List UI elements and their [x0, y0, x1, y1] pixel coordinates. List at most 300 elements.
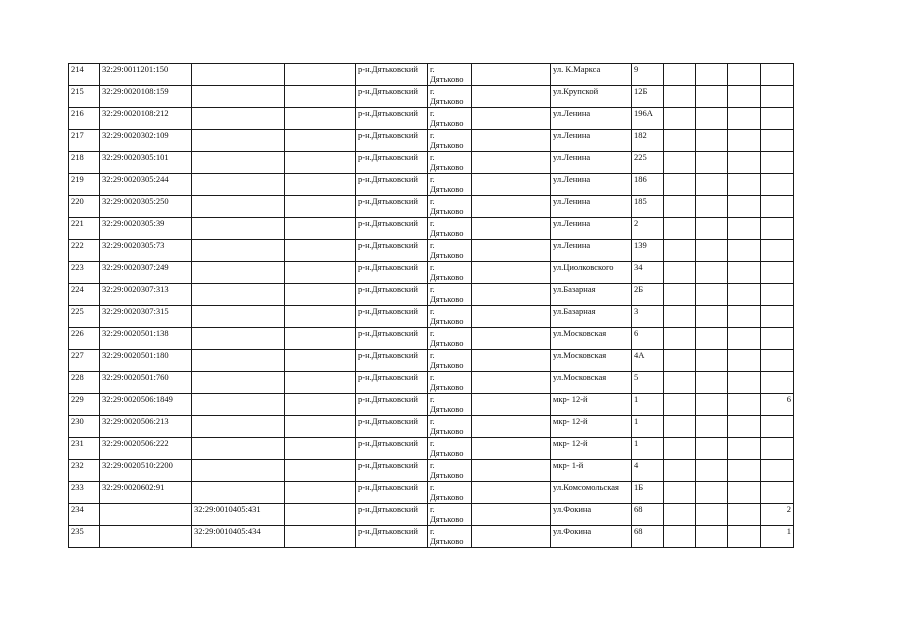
- empty-cell: [696, 328, 728, 350]
- city-prefix: г.: [430, 526, 435, 536]
- area-value-cell: 1: [761, 526, 794, 548]
- area-value-cell: [761, 306, 794, 328]
- city-name: Дятьково: [430, 184, 464, 194]
- city-name: Дятьково: [430, 382, 464, 392]
- street-cell: ул.Ленина: [551, 218, 632, 240]
- city-prefix: г.: [430, 460, 435, 470]
- table-row: [69, 438, 833, 460]
- row-number-cell: 221: [69, 218, 100, 240]
- empty-cell: [664, 350, 696, 372]
- city-name: Дятьково: [430, 492, 464, 502]
- area-value-cell: [761, 86, 794, 108]
- district-cell: р-н.Дятьковский: [356, 394, 428, 416]
- empty-cell: [472, 372, 551, 394]
- empty-cell: [472, 262, 551, 284]
- cadastral-number-alt-cell: [192, 152, 285, 174]
- district-cell: р-н.Дятьковский: [356, 218, 428, 240]
- empty-cell: [664, 108, 696, 130]
- district-cell: р-н.Дятьковский: [356, 174, 428, 196]
- empty-cell: [728, 328, 761, 350]
- empty-cell: [696, 174, 728, 196]
- area-value-cell: [761, 262, 794, 284]
- empty-cell: [472, 460, 551, 482]
- street-cell: ул.Циолковского: [551, 262, 632, 284]
- empty-cell: [728, 504, 761, 526]
- city-cell: [428, 218, 472, 240]
- empty-cell: [728, 218, 761, 240]
- table-row: [69, 460, 833, 482]
- city-prefix: г.: [430, 394, 435, 404]
- house-number-cell: 2: [632, 218, 664, 240]
- cadastral-number-cell: 32:29:0020506:213: [100, 416, 192, 438]
- empty-cell: [285, 306, 356, 328]
- empty-cell: [472, 64, 551, 86]
- empty-cell: [728, 416, 761, 438]
- empty-cell: [472, 482, 551, 504]
- cadastral-number-alt-cell: [192, 86, 285, 108]
- house-number-cell: 3: [632, 306, 664, 328]
- empty-cell: [696, 240, 728, 262]
- empty-cell: [472, 108, 551, 130]
- table-row: [69, 372, 833, 394]
- cadastral-number-cell: 32:29:0020108:159: [100, 86, 192, 108]
- empty-cell: [285, 108, 356, 130]
- empty-cell: [728, 152, 761, 174]
- city-prefix: г.: [430, 174, 435, 184]
- empty-cell: [285, 460, 356, 482]
- cadastral-number-cell: 32:29:0020108:212: [100, 108, 192, 130]
- table-row: [69, 394, 833, 416]
- city-name: Дятьково: [430, 228, 464, 238]
- city-prefix: г.: [430, 284, 435, 294]
- district-cell: р-н.Дятьковский: [356, 86, 428, 108]
- house-number-cell: 68: [632, 526, 664, 548]
- table-row: [69, 130, 833, 152]
- city-cell: [428, 372, 472, 394]
- empty-cell: [472, 350, 551, 372]
- district-cell: р-н.Дятьковский: [356, 438, 428, 460]
- empty-cell: [664, 438, 696, 460]
- cadastral-number-alt-cell: [192, 482, 285, 504]
- street-cell: ул.Базарная: [551, 284, 632, 306]
- empty-cell: [472, 218, 551, 240]
- empty-cell: [285, 482, 356, 504]
- city-cell: [428, 86, 472, 108]
- cadastral-number-cell: 32:29:0011201:150: [100, 64, 192, 86]
- house-number-cell: 196А: [632, 108, 664, 130]
- city-cell: [428, 196, 472, 218]
- city-prefix: г.: [430, 350, 435, 360]
- house-number-cell: 2Б: [632, 284, 664, 306]
- cadastral-number-alt-cell: [192, 416, 285, 438]
- empty-cell: [472, 416, 551, 438]
- empty-cell: [728, 394, 761, 416]
- cadastral-number-alt-cell: [192, 372, 285, 394]
- cadastral-number-cell: 32:29:0020501:138: [100, 328, 192, 350]
- cadastral-number-cell: 32:29:0020307:315: [100, 306, 192, 328]
- empty-cell: [664, 284, 696, 306]
- area-value-cell: 2: [761, 504, 794, 526]
- empty-cell: [472, 438, 551, 460]
- empty-cell: [696, 262, 728, 284]
- city-cell: [428, 108, 472, 130]
- cadastral-number-alt-cell: [192, 240, 285, 262]
- empty-cell: [696, 218, 728, 240]
- city-cell: [428, 438, 472, 460]
- table-row: [69, 240, 833, 262]
- empty-cell: [696, 306, 728, 328]
- city-prefix: г.: [430, 240, 435, 250]
- district-cell: р-н.Дятьковский: [356, 504, 428, 526]
- house-number-cell: 225: [632, 152, 664, 174]
- cadastral-number-alt-cell: [192, 130, 285, 152]
- table-row: [69, 350, 833, 372]
- empty-cell: [285, 504, 356, 526]
- cadastral-number-alt-cell: [192, 108, 285, 130]
- empty-cell: [696, 108, 728, 130]
- table-row: [69, 218, 833, 240]
- row-number-cell: 216: [69, 108, 100, 130]
- row-number-cell: 229: [69, 394, 100, 416]
- row-number-cell: 234: [69, 504, 100, 526]
- row-number-cell: 220: [69, 196, 100, 218]
- city-prefix: г.: [430, 262, 435, 272]
- empty-cell: [696, 130, 728, 152]
- cadastral-number-alt-cell: 32:29:0010405:434: [192, 526, 285, 548]
- house-number-cell: 4: [632, 460, 664, 482]
- empty-cell: [285, 372, 356, 394]
- table-row: [69, 196, 833, 218]
- district-cell: р-н.Дятьковский: [356, 130, 428, 152]
- area-value-cell: [761, 196, 794, 218]
- table-row: [69, 86, 833, 108]
- house-number-cell: 1Б: [632, 482, 664, 504]
- cadastral-number-alt-cell: [192, 262, 285, 284]
- district-cell: р-н.Дятьковский: [356, 416, 428, 438]
- empty-cell: [728, 284, 761, 306]
- street-cell: ул.Ленина: [551, 152, 632, 174]
- table-row: [69, 108, 833, 130]
- table-row: [69, 174, 833, 196]
- area-value-cell: [761, 284, 794, 306]
- empty-cell: [664, 152, 696, 174]
- empty-cell: [472, 152, 551, 174]
- district-cell: р-н.Дятьковский: [356, 328, 428, 350]
- empty-cell: [285, 350, 356, 372]
- row-number-cell: 219: [69, 174, 100, 196]
- cadastral-number-alt-cell: [192, 460, 285, 482]
- city-prefix: г.: [430, 152, 435, 162]
- house-number-cell: 5: [632, 372, 664, 394]
- cadastral-number-cell: 32:29:0020305:101: [100, 152, 192, 174]
- row-number-cell: 228: [69, 372, 100, 394]
- cadastral-number-cell: 32:29:0020305:244: [100, 174, 192, 196]
- row-number-cell: 232: [69, 460, 100, 482]
- house-number-cell: 186: [632, 174, 664, 196]
- area-value-cell: [761, 372, 794, 394]
- cadastral-number-cell: 32:29:0020501:760: [100, 372, 192, 394]
- area-value-cell: [761, 130, 794, 152]
- cadastral-number-alt-cell: [192, 174, 285, 196]
- city-prefix: г.: [430, 416, 435, 426]
- cadastral-number-cell: 32:29:0020307:313: [100, 284, 192, 306]
- city-name: Дятьково: [430, 514, 464, 524]
- row-number-cell: 222: [69, 240, 100, 262]
- street-cell: ул.Ленина: [551, 130, 632, 152]
- city-prefix: г.: [430, 482, 435, 492]
- city-cell: [428, 350, 472, 372]
- area-value-cell: [761, 482, 794, 504]
- street-cell: ул.Ленина: [551, 174, 632, 196]
- row-number-cell: 218: [69, 152, 100, 174]
- empty-cell: [728, 460, 761, 482]
- empty-cell: [664, 174, 696, 196]
- city-name: Дятьково: [430, 74, 464, 84]
- city-name: Дятьково: [430, 140, 464, 150]
- district-cell: р-н.Дятьковский: [356, 240, 428, 262]
- empty-cell: [664, 394, 696, 416]
- city-name: Дятьково: [430, 250, 464, 260]
- district-cell: р-н.Дятьковский: [356, 108, 428, 130]
- empty-cell: [728, 64, 761, 86]
- city-prefix: г.: [430, 64, 435, 74]
- empty-cell: [696, 196, 728, 218]
- cadastral-number-cell: 32:29:0020305:39: [100, 218, 192, 240]
- cadastral-number-alt-cell: [192, 196, 285, 218]
- empty-cell: [696, 438, 728, 460]
- empty-cell: [664, 372, 696, 394]
- row-number-cell: 235: [69, 526, 100, 548]
- empty-cell: [285, 240, 356, 262]
- street-cell: ул. К.Маркса: [551, 64, 632, 86]
- district-cell: р-н.Дятьковский: [356, 196, 428, 218]
- city-cell: [428, 460, 472, 482]
- empty-cell: [664, 218, 696, 240]
- empty-cell: [696, 64, 728, 86]
- empty-cell: [696, 416, 728, 438]
- cadastral-number-alt-cell: [192, 350, 285, 372]
- empty-cell: [285, 218, 356, 240]
- empty-cell: [472, 504, 551, 526]
- city-prefix: г.: [430, 130, 435, 140]
- cadastral-number-cell: 32:29:0020506:1849: [100, 394, 192, 416]
- street-cell: ул.Фокина: [551, 504, 632, 526]
- cadastral-number-cell: 32:29:0020602:91: [100, 482, 192, 504]
- city-name: Дятьково: [430, 536, 464, 546]
- cadastral-number-cell: 32:29:0020302:109: [100, 130, 192, 152]
- empty-cell: [728, 350, 761, 372]
- city-name: Дятьково: [430, 162, 464, 172]
- district-cell: р-н.Дятьковский: [356, 152, 428, 174]
- city-prefix: г.: [430, 372, 435, 382]
- row-number-cell: 214: [69, 64, 100, 86]
- empty-cell: [664, 460, 696, 482]
- empty-cell: [728, 306, 761, 328]
- empty-cell: [472, 306, 551, 328]
- empty-cell: [696, 284, 728, 306]
- city-prefix: г.: [430, 196, 435, 206]
- table-row: [69, 306, 833, 328]
- row-number-cell: 224: [69, 284, 100, 306]
- street-cell: мкр- 1-й: [551, 460, 632, 482]
- table-body: [69, 64, 833, 548]
- table-row: [69, 152, 833, 174]
- city-cell: [428, 482, 472, 504]
- empty-cell: [696, 394, 728, 416]
- empty-cell: [472, 526, 551, 548]
- empty-cell: [664, 262, 696, 284]
- cadastral-number-alt-cell: [192, 438, 285, 460]
- empty-cell: [285, 394, 356, 416]
- house-number-cell: 12Б: [632, 86, 664, 108]
- empty-cell: [285, 438, 356, 460]
- empty-cell: [728, 130, 761, 152]
- empty-cell: [664, 64, 696, 86]
- empty-cell: [472, 394, 551, 416]
- city-cell: [428, 328, 472, 350]
- cadastral-number-alt-cell: [192, 64, 285, 86]
- city-name: Дятьково: [430, 118, 464, 128]
- empty-cell: [285, 130, 356, 152]
- city-cell: [428, 504, 472, 526]
- district-cell: р-н.Дятьковский: [356, 372, 428, 394]
- empty-cell: [472, 196, 551, 218]
- empty-cell: [696, 504, 728, 526]
- table-row: [69, 482, 833, 504]
- city-name: Дятьково: [430, 338, 464, 348]
- area-value-cell: [761, 218, 794, 240]
- empty-cell: [728, 240, 761, 262]
- row-number-cell: 215: [69, 86, 100, 108]
- empty-cell: [664, 504, 696, 526]
- district-cell: р-н.Дятьковский: [356, 262, 428, 284]
- empty-cell: [728, 526, 761, 548]
- city-cell: [428, 262, 472, 284]
- table-row: [69, 416, 833, 438]
- empty-cell: [728, 86, 761, 108]
- table-row: [69, 526, 833, 548]
- empty-cell: [664, 526, 696, 548]
- area-value-cell: 6: [761, 394, 794, 416]
- empty-cell: [285, 86, 356, 108]
- house-number-cell: 1: [632, 416, 664, 438]
- empty-cell: [285, 284, 356, 306]
- city-name: Дятьково: [430, 404, 464, 414]
- registry-table: [68, 63, 833, 548]
- street-cell: ул.Московская: [551, 328, 632, 350]
- house-number-cell: 4А: [632, 350, 664, 372]
- street-cell: ул.Фокина: [551, 526, 632, 548]
- cadastral-number-cell: 32:29:0020506:222: [100, 438, 192, 460]
- area-value-cell: [761, 152, 794, 174]
- row-number-cell: 230: [69, 416, 100, 438]
- row-number-cell: 225: [69, 306, 100, 328]
- street-cell: ул.Московская: [551, 372, 632, 394]
- street-cell: ул.Комсомольская: [551, 482, 632, 504]
- cadastral-number-alt-cell: [192, 218, 285, 240]
- city-name: Дятьково: [430, 448, 464, 458]
- street-cell: мкр- 12-й: [551, 394, 632, 416]
- cadastral-number-alt-cell: [192, 328, 285, 350]
- district-cell: р-н.Дятьковский: [356, 64, 428, 86]
- street-cell: ул.Базарная: [551, 306, 632, 328]
- empty-cell: [285, 416, 356, 438]
- empty-cell: [696, 86, 728, 108]
- empty-cell: [664, 416, 696, 438]
- empty-cell: [664, 240, 696, 262]
- house-number-cell: 1: [632, 438, 664, 460]
- city-cell: [428, 152, 472, 174]
- table-row: [69, 262, 833, 284]
- street-cell: мкр- 12-й: [551, 438, 632, 460]
- street-cell: мкр- 12-й: [551, 416, 632, 438]
- district-cell: р-н.Дятьковский: [356, 460, 428, 482]
- empty-cell: [664, 482, 696, 504]
- city-cell: [428, 130, 472, 152]
- house-number-cell: 139: [632, 240, 664, 262]
- empty-cell: [696, 526, 728, 548]
- cadastral-number-cell: [100, 526, 192, 548]
- city-name: Дятьково: [430, 316, 464, 326]
- district-cell: р-н.Дятьковский: [356, 350, 428, 372]
- city-name: Дятьково: [430, 294, 464, 304]
- empty-cell: [472, 240, 551, 262]
- area-value-cell: [761, 108, 794, 130]
- empty-cell: [728, 438, 761, 460]
- area-value-cell: [761, 64, 794, 86]
- empty-cell: [472, 130, 551, 152]
- street-cell: ул.Ленина: [551, 196, 632, 218]
- city-cell: [428, 174, 472, 196]
- area-value-cell: [761, 174, 794, 196]
- area-value-cell: [761, 438, 794, 460]
- empty-cell: [728, 108, 761, 130]
- table-row: [69, 328, 833, 350]
- empty-cell: [728, 372, 761, 394]
- city-cell: [428, 240, 472, 262]
- empty-cell: [285, 526, 356, 548]
- empty-cell: [285, 196, 356, 218]
- city-prefix: г.: [430, 504, 435, 514]
- empty-cell: [472, 328, 551, 350]
- row-number-cell: 217: [69, 130, 100, 152]
- district-cell: р-н.Дятьковский: [356, 306, 428, 328]
- house-number-cell: 185: [632, 196, 664, 218]
- house-number-cell: 182: [632, 130, 664, 152]
- cadastral-number-cell: 32:29:0020307:249: [100, 262, 192, 284]
- street-cell: ул.Московская: [551, 350, 632, 372]
- row-number-cell: 223: [69, 262, 100, 284]
- city-cell: [428, 284, 472, 306]
- empty-cell: [285, 262, 356, 284]
- house-number-cell: 1: [632, 394, 664, 416]
- cadastral-number-alt-cell: [192, 394, 285, 416]
- house-number-cell: 68: [632, 504, 664, 526]
- cadastral-number-cell: 32:29:0020305:250: [100, 196, 192, 218]
- city-prefix: г.: [430, 86, 435, 96]
- city-name: Дятьково: [430, 206, 464, 216]
- house-number-cell: 34: [632, 262, 664, 284]
- table-row: [69, 504, 833, 526]
- empty-cell: [472, 284, 551, 306]
- cadastral-number-cell: 32:29:0020510:2200: [100, 460, 192, 482]
- area-value-cell: [761, 416, 794, 438]
- cadastral-number-cell: 32:29:0020305:73: [100, 240, 192, 262]
- cadastral-number-alt-cell: [192, 284, 285, 306]
- empty-cell: [728, 196, 761, 218]
- empty-cell: [472, 174, 551, 196]
- city-prefix: г.: [430, 328, 435, 338]
